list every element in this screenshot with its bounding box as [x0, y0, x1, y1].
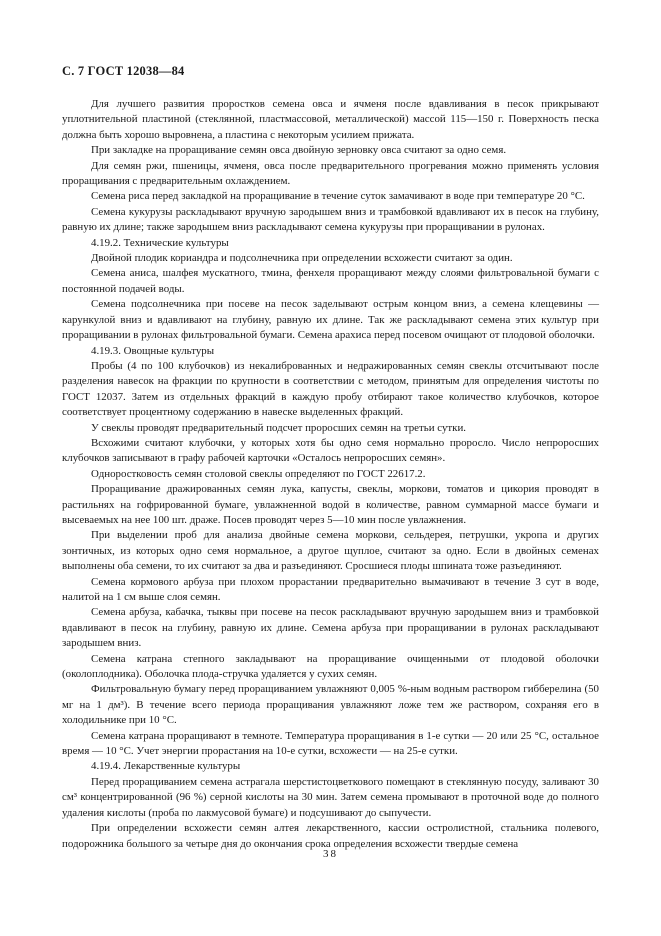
paragraph: При закладке на проращивание семян овса двойную зерновку овса считают за одно семя. — [91, 144, 507, 157]
paragraph: У свеклы проводят предварительный подсчет проросших семян на третьи сутки. — [91, 421, 467, 434]
paragraph: Семена риса перед закладкой на проращивание в течение суток замачивают в воде при температуре 20 °С. — [91, 190, 585, 203]
paragraph: Семена аниса, шалфея мускатного, тмина, фенхеля проращивают между слоями фильтровальной бумаги с постоянной подачей воды. — [62, 267, 599, 295]
page-number: 38 — [323, 848, 338, 860]
paragraph: Семена катрана степного закладывают на проращивание очищенными от плодовой оболочки (околоплодника). Оболочка плода-стручка удаляется у сухих семян. — [62, 652, 599, 681]
paragraph: Одноростковость семян столовой свеклы определяют по ГОСТ 22617.2. — [91, 467, 426, 480]
paragraph: При определении всхожести семян алтея лекарственного, кассии остролистной, стальника полевого, подорожника большого за четыре дня до окончания срока определения всхожести твердые семена — [62, 822, 599, 850]
paragraph: Семена подсолнечника при посеве на песок заделывают острым концом вниз, а семена клещевины — карункулой вниз и вдавливают на глубину, равную их длине. Так же раскладывают семена этих культур при проращивании в рулонах фильтровальной бумаги. Семена арахиса перед посевом очищают от плодовой оболочки. — [62, 298, 599, 342]
paragraph: Перед проращиванием семена астрагала шерстистоцветкового помещают в стеклянную посуду, заливают 30 см³ концентрированной (96 %) серной кислоты на 30 мин. Затем семена промывают в проточной воде до полного удаления кислоты (проба по лакмусовой бумаге) и подсушивают до сыпучести. — [62, 775, 599, 819]
paragraph: Семена кукурузы раскладывают вручную зародышем вниз и трамбовкой вдавливают их в песок на глубину, равную их длине; также зародышем вниз раскладывают семена кукурузы при проращивании в рулонах. — [62, 205, 599, 234]
paragraph: Пробы (4 по 100 клубочков) из некалиброванных и недражированных семян свеклы отсчитывают после разделения навесок на фракции по крупности в соответствии с методом, принятым для определения чистоты по ГОСТ 12037. Затем из отдельных фракций в каждую пробу отбирают такое количество клубочков, которое соответствует процентному содержанию в навеске выделенных фракций. — [62, 359, 599, 419]
paragraph: Фильтровальную бумагу перед проращиванием увлажняют 0,005 %-ным водным раствором гибберелина (50 мг на 1 дм³). В течение всего периода проращивания увлажняют ложе тем же раствором, сохраняя его в холодильнике при 10 °С. — [62, 683, 599, 727]
paragraph: Двойной плодик кориандра и подсолнечника при определении всхожести считают за один. — [91, 252, 513, 265]
paragraph: Семена арбуза, кабачка, тыквы при посеве на песок раскладывают вручную зародышем вниз и трамбовкой вдавливают в песок на глубину, равную их длине. Семена арбуза при проращивании в рулонах раскладывают зародышем вниз. — [62, 606, 599, 650]
paragraph: Семена катрана проращивают в темноте. Температура проращивания в 1-е сутки — 20 или 25 °С, остальное время — 10 °С. Учет энергии прорастания на 10-е сутки, всхожести — на 25-е сутки. — [62, 729, 599, 758]
paragraph: Всхожими считают клубочки, у которых хотя бы одно семя нормально проросло. Число непроросших клубочков записывают в графу рабочей карточки «Осталось непроросших семян». — [62, 436, 599, 465]
paragraph: Семена кормового арбуза при плохом прорастании предварительно вымачивают в течение 3 сут в воде, налитой на 1 см выше слоя семян. — [62, 575, 599, 603]
section-heading: 4.19.2. Технические культуры — [91, 236, 229, 249]
page-header: С. 7 ГОСТ 12038—84 — [62, 64, 185, 78]
paragraph: При выделении проб для анализа двойные семена моркови, сельдерея, петрушки, укропа и других зонтичных, из которых одно семя нормальное, а другое щуплое, считают за одно. Если в двойных семенах выполнены оба семени, то их считают за два и разъединяют. Сросшиеся плоды шпината тоже разъединяют. — [62, 529, 599, 573]
section-heading: 4.19.3. Овощные культуры — [91, 344, 215, 357]
section-heading: 4.19.4. Лекарственные культуры — [91, 760, 241, 773]
document-body — [62, 97, 599, 852]
paragraph: Для семян ржи, пшеницы, ячменя, овса после предварительного прогревания можно применять условия проращивания с предварительным охлаждением. — [62, 159, 599, 188]
paragraph: Проращивание дражированных семян лука, капусты, свеклы, моркови, томатов и цикория проводят в растильнях на гофрированной бумаге, увлажненной водой в количестве, равном суммарной массе бумаги и высеваемых на нее 100 шт. драже. Посев проводят через 5—10 мин после увлажнения. — [62, 483, 599, 526]
paragraph: Для лучшего развития проростков семена овса и ячменя после вдавливания в песок прикрывают уплотнительной пластиной (стеклянной, пластмассовой, металлической) массой 115—150 г. Поверхность песка должна быть хорошо выровнена, а пластина с некоторым усилием прижата. — [62, 98, 599, 141]
